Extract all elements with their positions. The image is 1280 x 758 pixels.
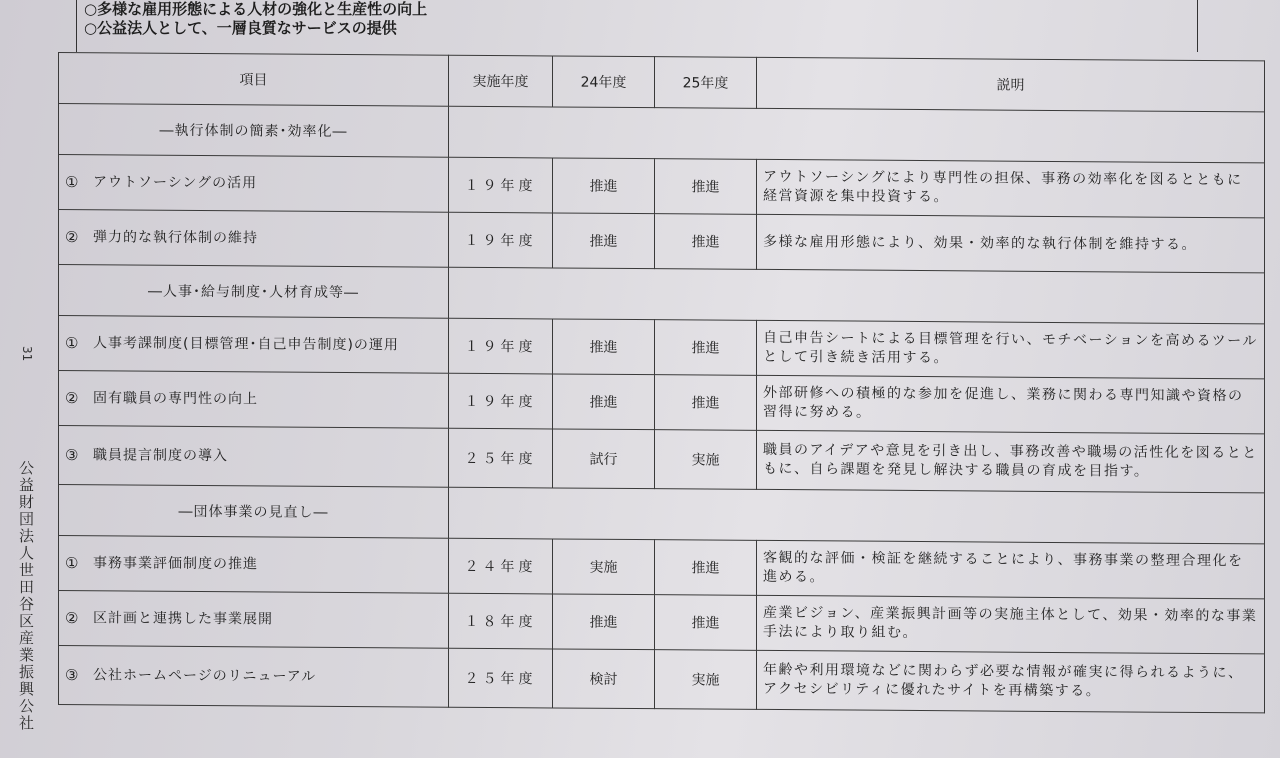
fy24-cell: 実施 — [553, 539, 655, 595]
description-cell: 年齢や利用環境などに関わらず必要な情報が確実に得られるように、アクセシビリティに優れたサイトを再構築する。 — [757, 650, 1265, 713]
description-cell: 産業ビジョン、産業振興計画等の実施主体として、効果・効率的な事業手法により取り組む。 — [757, 595, 1265, 654]
year-cell: １９年度 — [449, 318, 553, 374]
item-label: アウトソーシングの活用 — [93, 173, 258, 191]
year-cell: １９年度 — [449, 212, 553, 268]
item-cell — [59, 646, 449, 708]
item-label: 公社ホームページのリニューアル — [93, 666, 317, 685]
year-cell: １９年度 — [449, 157, 553, 213]
item-cell — [59, 316, 449, 374]
section-row — [59, 485, 1265, 544]
table-row — [59, 536, 1265, 599]
table-row — [59, 591, 1265, 654]
item-number: ② — [65, 228, 80, 247]
goals — [84, 0, 427, 38]
item-label: 固有職員の専門性の向上 — [93, 389, 258, 407]
side-margin — [6, 330, 46, 758]
section-blank — [449, 267, 1265, 324]
year-cell: ２５年度 — [449, 428, 553, 488]
header-year: 実施年度 — [449, 55, 553, 107]
description-cell: 自己申告シートによる目標管理を行い、モチベーションを高めるツールとして引き続き活用する。 — [757, 320, 1265, 379]
table-row — [59, 646, 1265, 713]
fy25-cell: 実施 — [655, 650, 757, 710]
item-cell — [59, 536, 449, 594]
section-title: ―執行体制の簡素･効率化― — [59, 104, 449, 158]
section-blank — [449, 487, 1265, 544]
fy24-cell: 推進 — [553, 374, 655, 430]
description-cell: 外部研修への積極的な参加を促進し、業務に関わる専門知識や資格の習得に努める。 — [757, 375, 1265, 434]
year-cell: １９年度 — [449, 373, 553, 429]
header-item: 項目 — [59, 53, 449, 107]
section-row — [59, 104, 1265, 163]
table-row — [59, 316, 1265, 379]
year-cell: ２４年度 — [449, 538, 553, 594]
item-cell — [59, 591, 449, 649]
table-row — [59, 210, 1265, 273]
header-fy25: 25年度 — [655, 57, 757, 109]
item-number: ① — [65, 554, 80, 573]
item-number: ② — [65, 389, 80, 408]
table-header-row — [59, 53, 1265, 112]
fy24-cell: 検討 — [553, 649, 655, 709]
item-number: ③ — [65, 446, 80, 465]
header-desc: 説明 — [757, 57, 1265, 112]
fy25-cell: 推進 — [655, 214, 757, 270]
fy25-cell: 推進 — [655, 595, 757, 651]
header-fy24: 24年度 — [553, 56, 655, 108]
fy25-cell: 推進 — [655, 375, 757, 431]
item-cell — [59, 210, 449, 268]
section-title: ―人事･給与制度･人材育成等― — [59, 265, 449, 319]
description-cell: アウトソーシングにより専門性の担保、事務の効率化を図るとともに経営資源を集中投資する。 — [757, 159, 1265, 218]
table-row — [59, 426, 1265, 493]
table-row — [59, 155, 1265, 218]
plan-table — [58, 52, 1265, 713]
section-row — [59, 265, 1265, 324]
item-label: 弾力的な執行体制の維持 — [93, 228, 258, 246]
item-cell — [59, 371, 449, 429]
fy24-cell: 推進 — [553, 594, 655, 650]
item-cell — [59, 426, 449, 488]
fy25-cell: 推進 — [655, 159, 757, 215]
fy25-cell: 推進 — [655, 320, 757, 376]
fy24-cell: 試行 — [553, 429, 655, 489]
item-number: ① — [65, 173, 80, 192]
item-label: 職員提言制度の導入 — [93, 446, 228, 464]
fy24-cell: 推進 — [553, 213, 655, 269]
item-number: ② — [65, 609, 80, 628]
table-row — [59, 371, 1265, 434]
goal-line-2: ○公益法人として、一層良質なサービスの提供 — [84, 19, 397, 37]
section-title: ―団体事業の見直し― — [59, 485, 449, 539]
description-cell: 職員のアイデアや意見を引き出し、事務改善や職場の活性化を図るとともに、自ら課題を発見し解決する職員の育成を目指す。 — [757, 430, 1265, 493]
item-number: ③ — [65, 666, 80, 685]
item-label: 事務事業評価制度の推進 — [93, 554, 258, 572]
fy24-cell: 推進 — [553, 158, 655, 214]
item-label: 区計画と連携した事業展開 — [93, 609, 273, 628]
goal-line-1: ○多様な雇用形態による人材の強化と生産性の向上 — [84, 0, 428, 18]
year-cell: ２５年度 — [449, 648, 553, 708]
item-label: 人事考課制度(目標管理･自己申告制度)の運用 — [93, 334, 399, 353]
fy25-cell: 実施 — [655, 430, 757, 490]
description-cell: 客観的な評価・検証を継続することにより、事務事業の整理合理化を進める。 — [757, 540, 1265, 599]
description-cell: 多様な雇用形態により、効果・効率的な執行体制を維持する。 — [757, 214, 1265, 273]
year-cell: １８年度 — [449, 593, 553, 649]
organization-name: 公益財団法人世田谷区産業振興公社 — [17, 460, 35, 732]
fy24-cell: 推進 — [553, 319, 655, 375]
item-cell — [59, 155, 449, 213]
item-number: ① — [65, 334, 80, 353]
page-number: 31 — [20, 346, 34, 362]
fy25-cell: 推進 — [655, 540, 757, 596]
section-blank — [449, 106, 1265, 163]
